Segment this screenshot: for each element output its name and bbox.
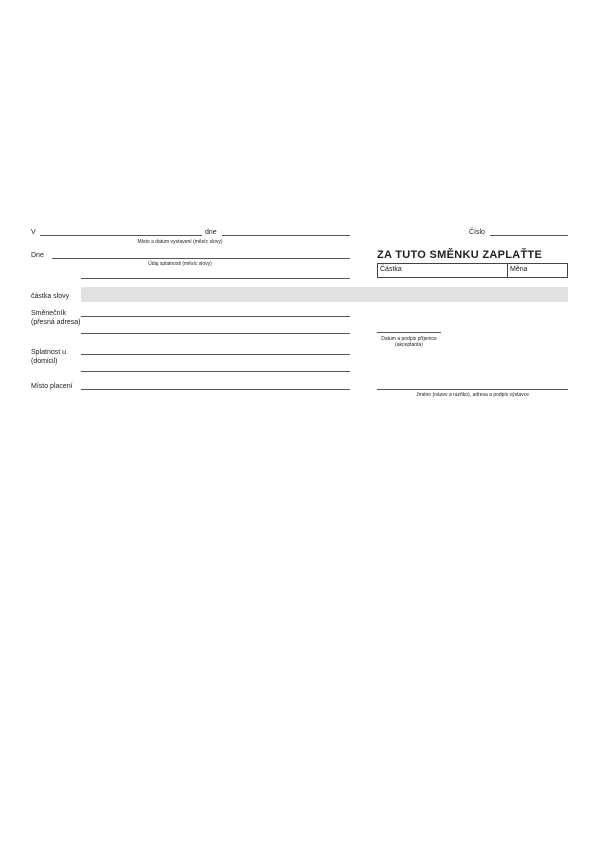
form-title: ZA TUTO SMĚNKU ZAPLAŤTE bbox=[377, 249, 543, 261]
drawee-sublabel: (přesná adresa) bbox=[31, 319, 81, 326]
payable-label: Splatnost u bbox=[31, 349, 67, 356]
drawee-line-1[interactable] bbox=[81, 316, 350, 317]
due-date-line[interactable] bbox=[52, 258, 350, 259]
place-line[interactable] bbox=[40, 235, 202, 236]
amount-currency-box bbox=[377, 263, 568, 278]
dne-label-top: dne bbox=[205, 229, 217, 236]
payable-sublabel: (domicil) bbox=[31, 358, 58, 365]
mena-label: Měna bbox=[510, 266, 528, 273]
castka-cell[interactable] bbox=[378, 264, 508, 277]
drawee-line-2[interactable] bbox=[81, 333, 350, 334]
payable-line-2[interactable] bbox=[81, 371, 350, 372]
issuer-caption: Jméno (název a razítko), adresa a podpis výstavce bbox=[416, 392, 529, 398]
castka-label: Částka bbox=[380, 266, 402, 273]
acceptor-caption: Datum a podpis příjemce bbox=[381, 336, 437, 342]
cislo-label: Číslo bbox=[469, 229, 485, 236]
amount-words-field[interactable] bbox=[81, 287, 568, 302]
issue-date-line[interactable] bbox=[222, 235, 350, 236]
v-label: V bbox=[31, 229, 36, 236]
payable-line-1[interactable] bbox=[81, 354, 350, 355]
drawee-label: Směnečník bbox=[31, 310, 67, 317]
amount-words-label: částka slovy bbox=[31, 293, 70, 300]
acceptor-signature-line[interactable] bbox=[377, 332, 441, 333]
due-caption: Údaj splatnosti (měsíc slovy) bbox=[148, 261, 212, 267]
acceptor-subcaption: (akceptanta) bbox=[395, 342, 423, 348]
issuer-signature-line[interactable] bbox=[377, 389, 568, 390]
mena-cell[interactable] bbox=[508, 264, 567, 277]
due-date-line-2[interactable] bbox=[81, 278, 350, 279]
place-payment-label: Místo placení bbox=[31, 383, 73, 390]
place-payment-line[interactable] bbox=[81, 389, 350, 390]
dne-label: Dne bbox=[31, 252, 44, 259]
number-line[interactable] bbox=[490, 235, 568, 236]
place-date-caption: Místo a datum vystavení (měsíc slovy) bbox=[137, 239, 223, 245]
